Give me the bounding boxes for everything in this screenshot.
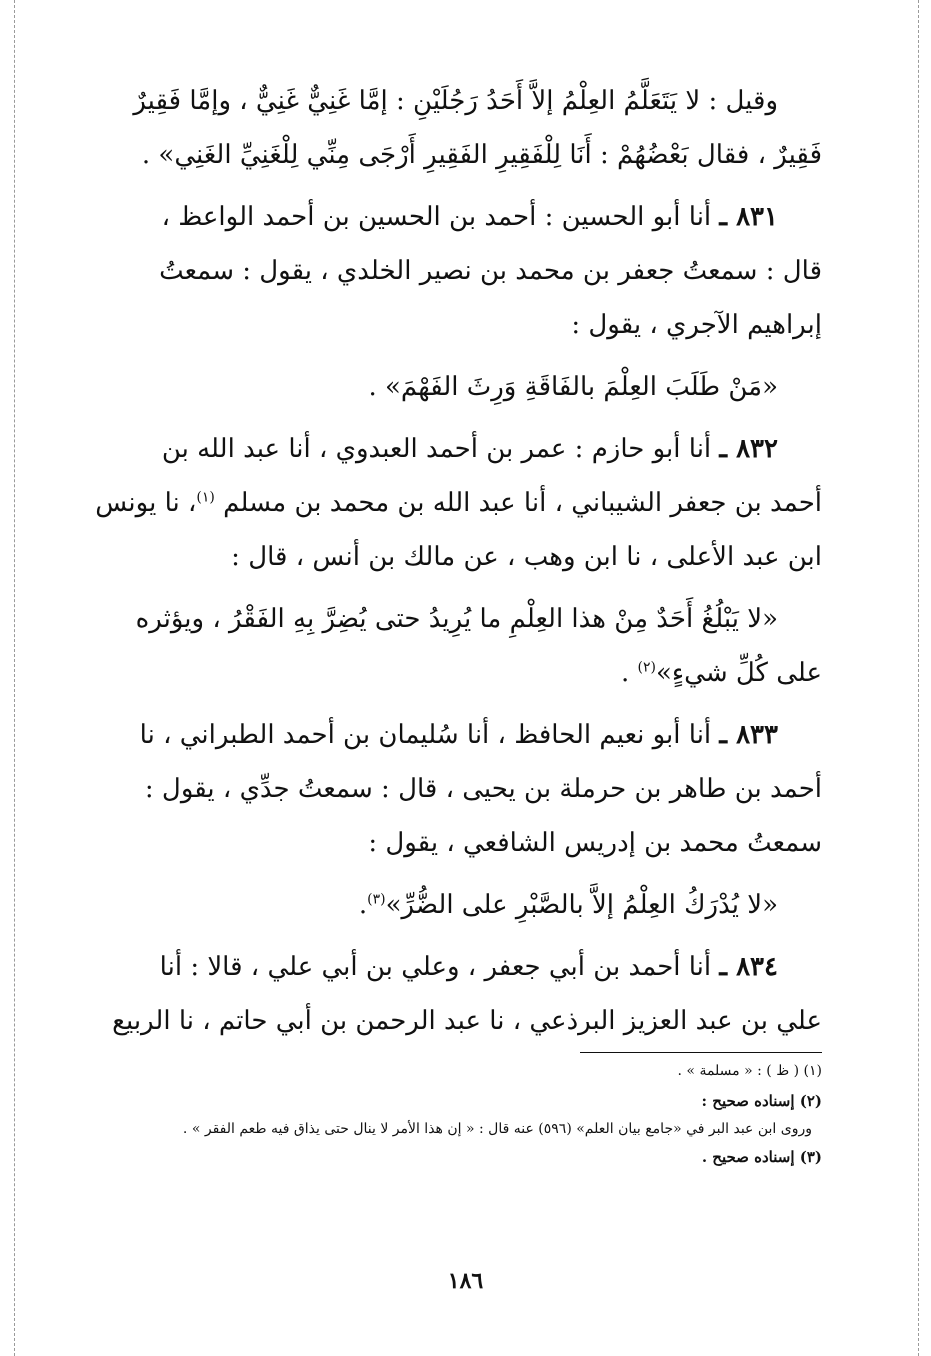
footnote-separator: [580, 1052, 822, 1053]
text-span: ، نا يونس: [95, 488, 197, 518]
footnote-1: (١) ( ظ ) : « مسلمة » .: [677, 1063, 822, 1079]
text-span: أنا أبو حازم : عمر بن أحمد العبدوي ، أنا عبد الله بن: [161, 434, 712, 464]
text-span: أنا أحمد بن أبي جعفر ، وعلي بن أبي علي ، قالا : أنا: [159, 952, 712, 982]
narration-number: ٨٣٢ ـ: [719, 434, 778, 464]
page-number: ١٨٦: [447, 1268, 484, 1294]
page-body: [80, 74, 822, 1056]
text-span: .: [621, 658, 638, 688]
quote-line: [80, 646, 822, 700]
text-line: [80, 476, 822, 530]
footnote-3: (٣) إسناده صحيح .: [701, 1148, 822, 1166]
quote-line: [80, 878, 822, 932]
narration-833: [80, 708, 822, 870]
narration-number: ٨٣١ ـ: [719, 202, 778, 232]
text-span: أحمد بن جعفر الشيباني ، أنا عبد الله بن محمد بن مسلم: [223, 488, 822, 518]
text-line: سمعتُ محمد بن إدريس الشافعي ، يقول :: [368, 828, 822, 858]
page-right-border: [918, 0, 919, 1356]
quote-line: «مَنْ طَلَبَ العِلْمَ بالفَاقَةِ وَرِثَ الفَهْمَ» .: [368, 372, 778, 402]
quote-line: «لا يَبْلُغُ أَحَدٌ مِنْ هذا العِلْمِ ما يُرِيدُ حتى يُضِرَّ بِهِ الفَقْرُ ، ويؤثره: [135, 604, 778, 634]
text-line: [80, 940, 822, 994]
text-span: أنا أبو نعيم الحافظ ، أنا سُليمان بن أحمد الطبراني ، نا: [139, 720, 712, 750]
text-span: «لا يُدْرَكُ العِلْمُ إلاَّ بالصَّبْرِ على الضُّرِّ»: [385, 890, 778, 920]
paragraph-intro: [80, 74, 822, 182]
text-line: وقيل : لا يَتَعَلَّمُ العِلْمُ إلاَّ أَحَدُ رَجُلَيْنِ : إمَّا غَنِيٌّ غَنِيٌّ ، وإمَّا فَقِيرٌ: [133, 86, 778, 116]
text-line: ابن عبد الأعلى ، نا ابن وهب ، عن مالك بن أنس ، قال :: [231, 542, 822, 572]
quote-831: [80, 360, 822, 414]
footnote-2-detail: وروى ابن عبد البر في «جامع بيان العلم» (٥٩٦) عنه قال : « إن هذا الأمر لا ينال حتى يذاق فيه طعم الفقر » .: [182, 1121, 812, 1137]
narration-number: ٨٣٣ ـ: [719, 720, 778, 750]
text-line: إبراهيم الآجري ، يقول :: [571, 310, 822, 340]
text-line: [80, 708, 822, 762]
footnotes: [80, 1056, 822, 1172]
quote-833: [80, 878, 822, 932]
narration-831: [80, 190, 822, 352]
text-line: قال : سمعتُ جعفر بن محمد بن نصير الخلدي ، يقول : سمعتُ: [159, 256, 822, 286]
text-line: علي بن عبد العزيز البرذعي ، نا عبد الرحمن بن أبي حاتم ، نا الربيع: [112, 1006, 822, 1036]
narration-number: ٨٣٤ ـ: [719, 952, 778, 982]
footnote-ref-1[interactable]: (١): [196, 489, 215, 506]
footnote-2: (٢) إسناده صحيح :: [701, 1092, 822, 1110]
text-line: فَقِيرٌ ، فقال بَعْضُهُمْ : أَنَا لِلْفَقِيرِ الفَقِيرِ أَرْجَى مِنِّي لِلْغَنِيِّ الغَنِي» .: [141, 140, 822, 170]
text-span: على كُلِّ شيءٍ»: [656, 658, 822, 688]
text-span: أنا أبو الحسين : أحمد بن الحسين بن أحمد الواعظ ،: [161, 202, 712, 232]
footnote-ref-2[interactable]: (٢): [637, 659, 657, 676]
footnote-ref-3[interactable]: (٣): [367, 891, 386, 908]
quote-832: [80, 592, 822, 700]
narration-834: [80, 940, 822, 1048]
text-line: [80, 190, 822, 244]
text-span: .: [358, 890, 368, 920]
narration-832: [80, 422, 822, 584]
text-line: [80, 422, 822, 476]
text-line: أحمد بن طاهر بن حرملة بن يحيى ، قال : سمعتُ جدِّي ، يقول :: [144, 774, 822, 804]
page-left-border: [14, 0, 15, 1356]
